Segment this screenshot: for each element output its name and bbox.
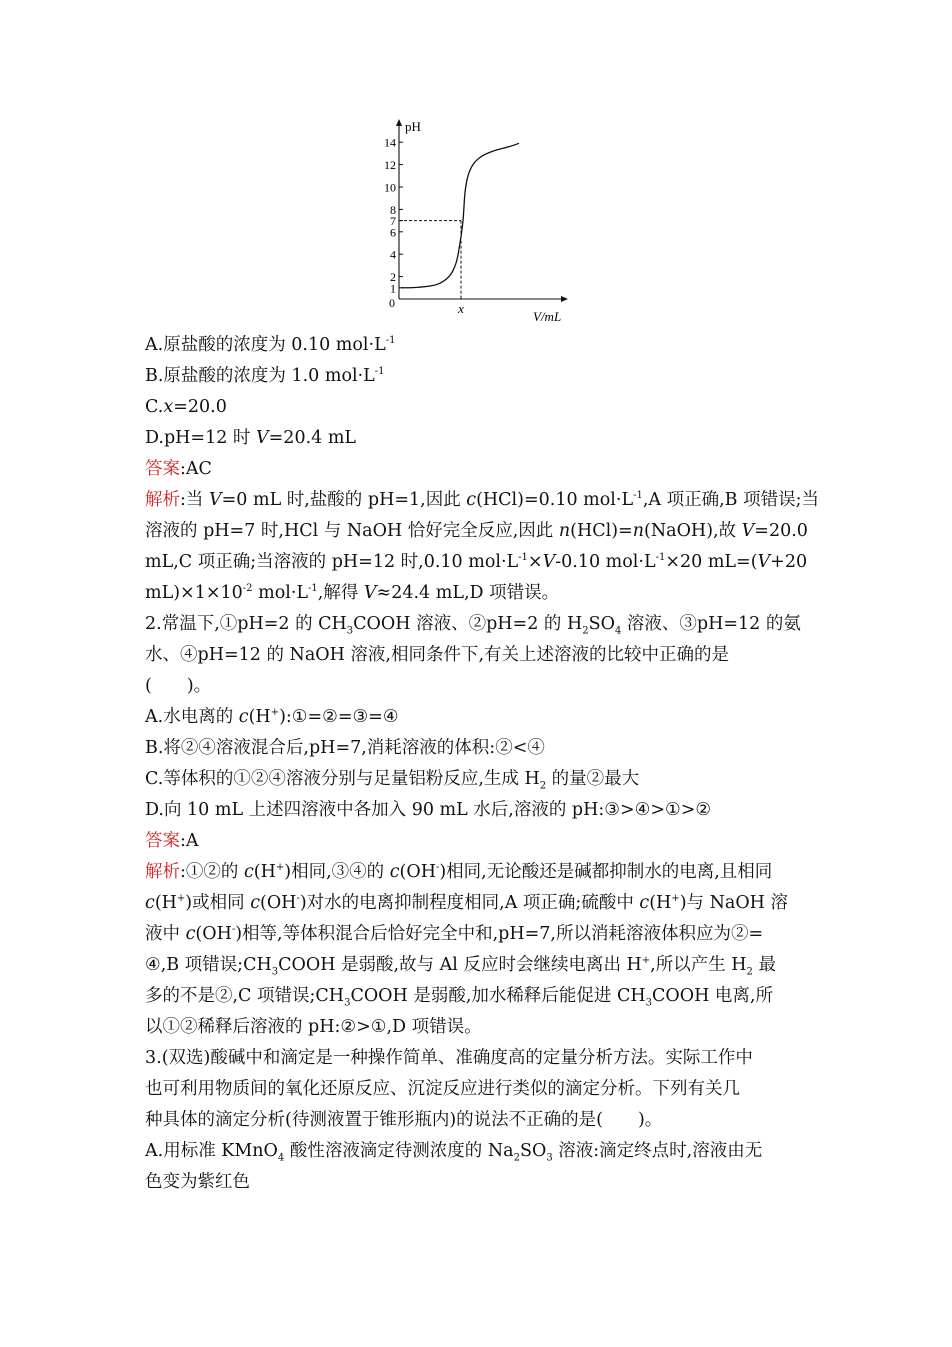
y-tick-label-6: 6: [390, 225, 396, 240]
titration-chart: [355, 112, 585, 327]
q3-option-a-line-2: 色变为紫红色: [145, 1172, 250, 1192]
titration-curve: [401, 143, 519, 287]
q2-explanation-line-6: 以①②稀释后溶液的 pH:②>①,D 项错误。: [145, 1017, 482, 1037]
q2-option-c: C.等体积的①②④溶液分别与足量铝粉反应,生成 $H_2$ 的量②最大: [145, 769, 640, 792]
q2-explanation-line-4: ④,B 项错误$;CH_3COOH$ 是弱酸,故与 Al 反应时会继续电离出 H+,所以产生 $H_2$ 最: [145, 955, 776, 978]
y-axis-arrow: [396, 119, 402, 126]
q1-explanation-line-4: $mL)\times 1\times 10^{-2}$ $mol\cdot L^{-1}$,解得 V≈24.4 mL,D 项错误。: [145, 583, 560, 603]
origin-label: 0: [389, 296, 395, 310]
document-body: [145, 330, 819, 1198]
y-tick-label-4: 4: [390, 247, 396, 262]
q2-stem-line-3: ( )。: [145, 676, 212, 696]
y-tick-label-1: 1: [390, 281, 396, 296]
q1-option-d: D.pH=12 时 V=20.4 mL: [145, 428, 357, 448]
q1-option-c: C.x=20.0: [145, 397, 227, 417]
y-tick-label-12: 12: [384, 158, 396, 173]
q2-answer: 答案:A: [145, 831, 199, 851]
x-axis-label: V/mL: [533, 309, 562, 324]
q2-option-b: B.将②④溶液混合后,pH=7,消耗溶液的体积:②<④: [145, 738, 545, 758]
q1-explanation-line-2: 溶液的 pH=7 时,HCl 与 NaOH 恰好完全反应,因此 n(HCl)=n(NaOH),故 V=20.0: [145, 521, 808, 541]
y-tick-label-2: 2: [390, 270, 396, 285]
x-tick-label-x: x: [458, 301, 464, 316]
q2-explanation-line-1: 解析:①②的 c(H+)相同,③④的 c(OH-)相同,无论酸还是碱都抑制水的电离,且相同: [145, 862, 773, 882]
titration-curve-figure: [355, 112, 585, 327]
q1-explanation-line-1: 解析:当 V=0 mL 时,盐酸的 pH=1,因此 c(HCl)=0.10 $mol\cdot L^{-1},A$ 项正确,B 项错误;当: [145, 490, 819, 510]
q2-explanation-line-2: c(H+)或相同 c(OH-)对水的电离抑制程度相同,A 项正确;硫酸中 c(H+)与 NaOH 溶: [145, 893, 788, 913]
q2-explanation-line-5: 多的不是②,C 项错误$;CH_3COOH$ 是弱酸,加水稀释后能促进 $CH_3COOH$ 电离,所: [145, 986, 773, 1009]
q2-stem-line-2: 水、④pH=12 的 NaOH 溶液,相同条件下,有关上述溶液的比较中正确的是: [145, 645, 730, 665]
q2-option-a: A.水电离的 c(H+):①=②=③=④: [145, 707, 399, 727]
q3-stem-line-2: 也可利用物质间的氧化还原反应、沉淀反应进行类似的滴定分析。下列有关几: [145, 1079, 740, 1099]
q3-stem-line-3: 种具体的滴定分析(待测液置于锥形瓶内)的说法不正确的是( )。: [145, 1110, 663, 1130]
q3-option-a-line-1: A.用标准 KMnO$_4$ 酸性溶液滴定待测浓度的 $Na_2SO_3$ 溶液:滴定终点时,溶液由无: [145, 1141, 763, 1164]
q1-answer: 答案:AC: [145, 459, 212, 479]
q2-option-d: D.向 10 mL 上述四溶液中各加入 90 mL 水后,溶液的 pH:③>④>①>②: [145, 800, 712, 820]
q1-explanation-line-3: mL,C 项正确;当溶液的 pH=12 时,0.10 $mol\cdot L^{-1}\times V-0.10$ $mol\cdot L^{-1}\times 20$ mL=(V+20: [145, 552, 808, 572]
x-axis-arrow: [561, 296, 568, 302]
q1-option-a: A.原盐酸的浓度为 0.10 $mol\cdot L^{-1}$: [145, 335, 396, 355]
y-tick-label-14: 14: [384, 135, 396, 150]
q2-explanation-line-3: 液中 c(OH-)相等,等体积混合后恰好完全中和,pH=7,所以消耗溶液体积应为②=: [145, 924, 764, 944]
q2-stem-line-1: 2.常温下,①pH=2 的 $CH_3COOH$ 溶液、②pH=2 的 $H_2SO_4$ 溶液、③pH=12 的氨: [145, 614, 801, 637]
y-tick-label-8: 8: [390, 202, 396, 217]
y-tick-label-7: 7: [390, 214, 396, 229]
y-tick-label-10: 10: [384, 180, 396, 195]
y-axis-label: pH: [405, 119, 421, 134]
q1-option-b: B.原盐酸的浓度为 1.0 $mol\cdot L^{-1}$: [145, 366, 385, 386]
q3-stem-line-1: 3.(双选)酸碱中和滴定是一种操作简单、准确度高的定量分析方法。实际工作中: [145, 1048, 753, 1068]
